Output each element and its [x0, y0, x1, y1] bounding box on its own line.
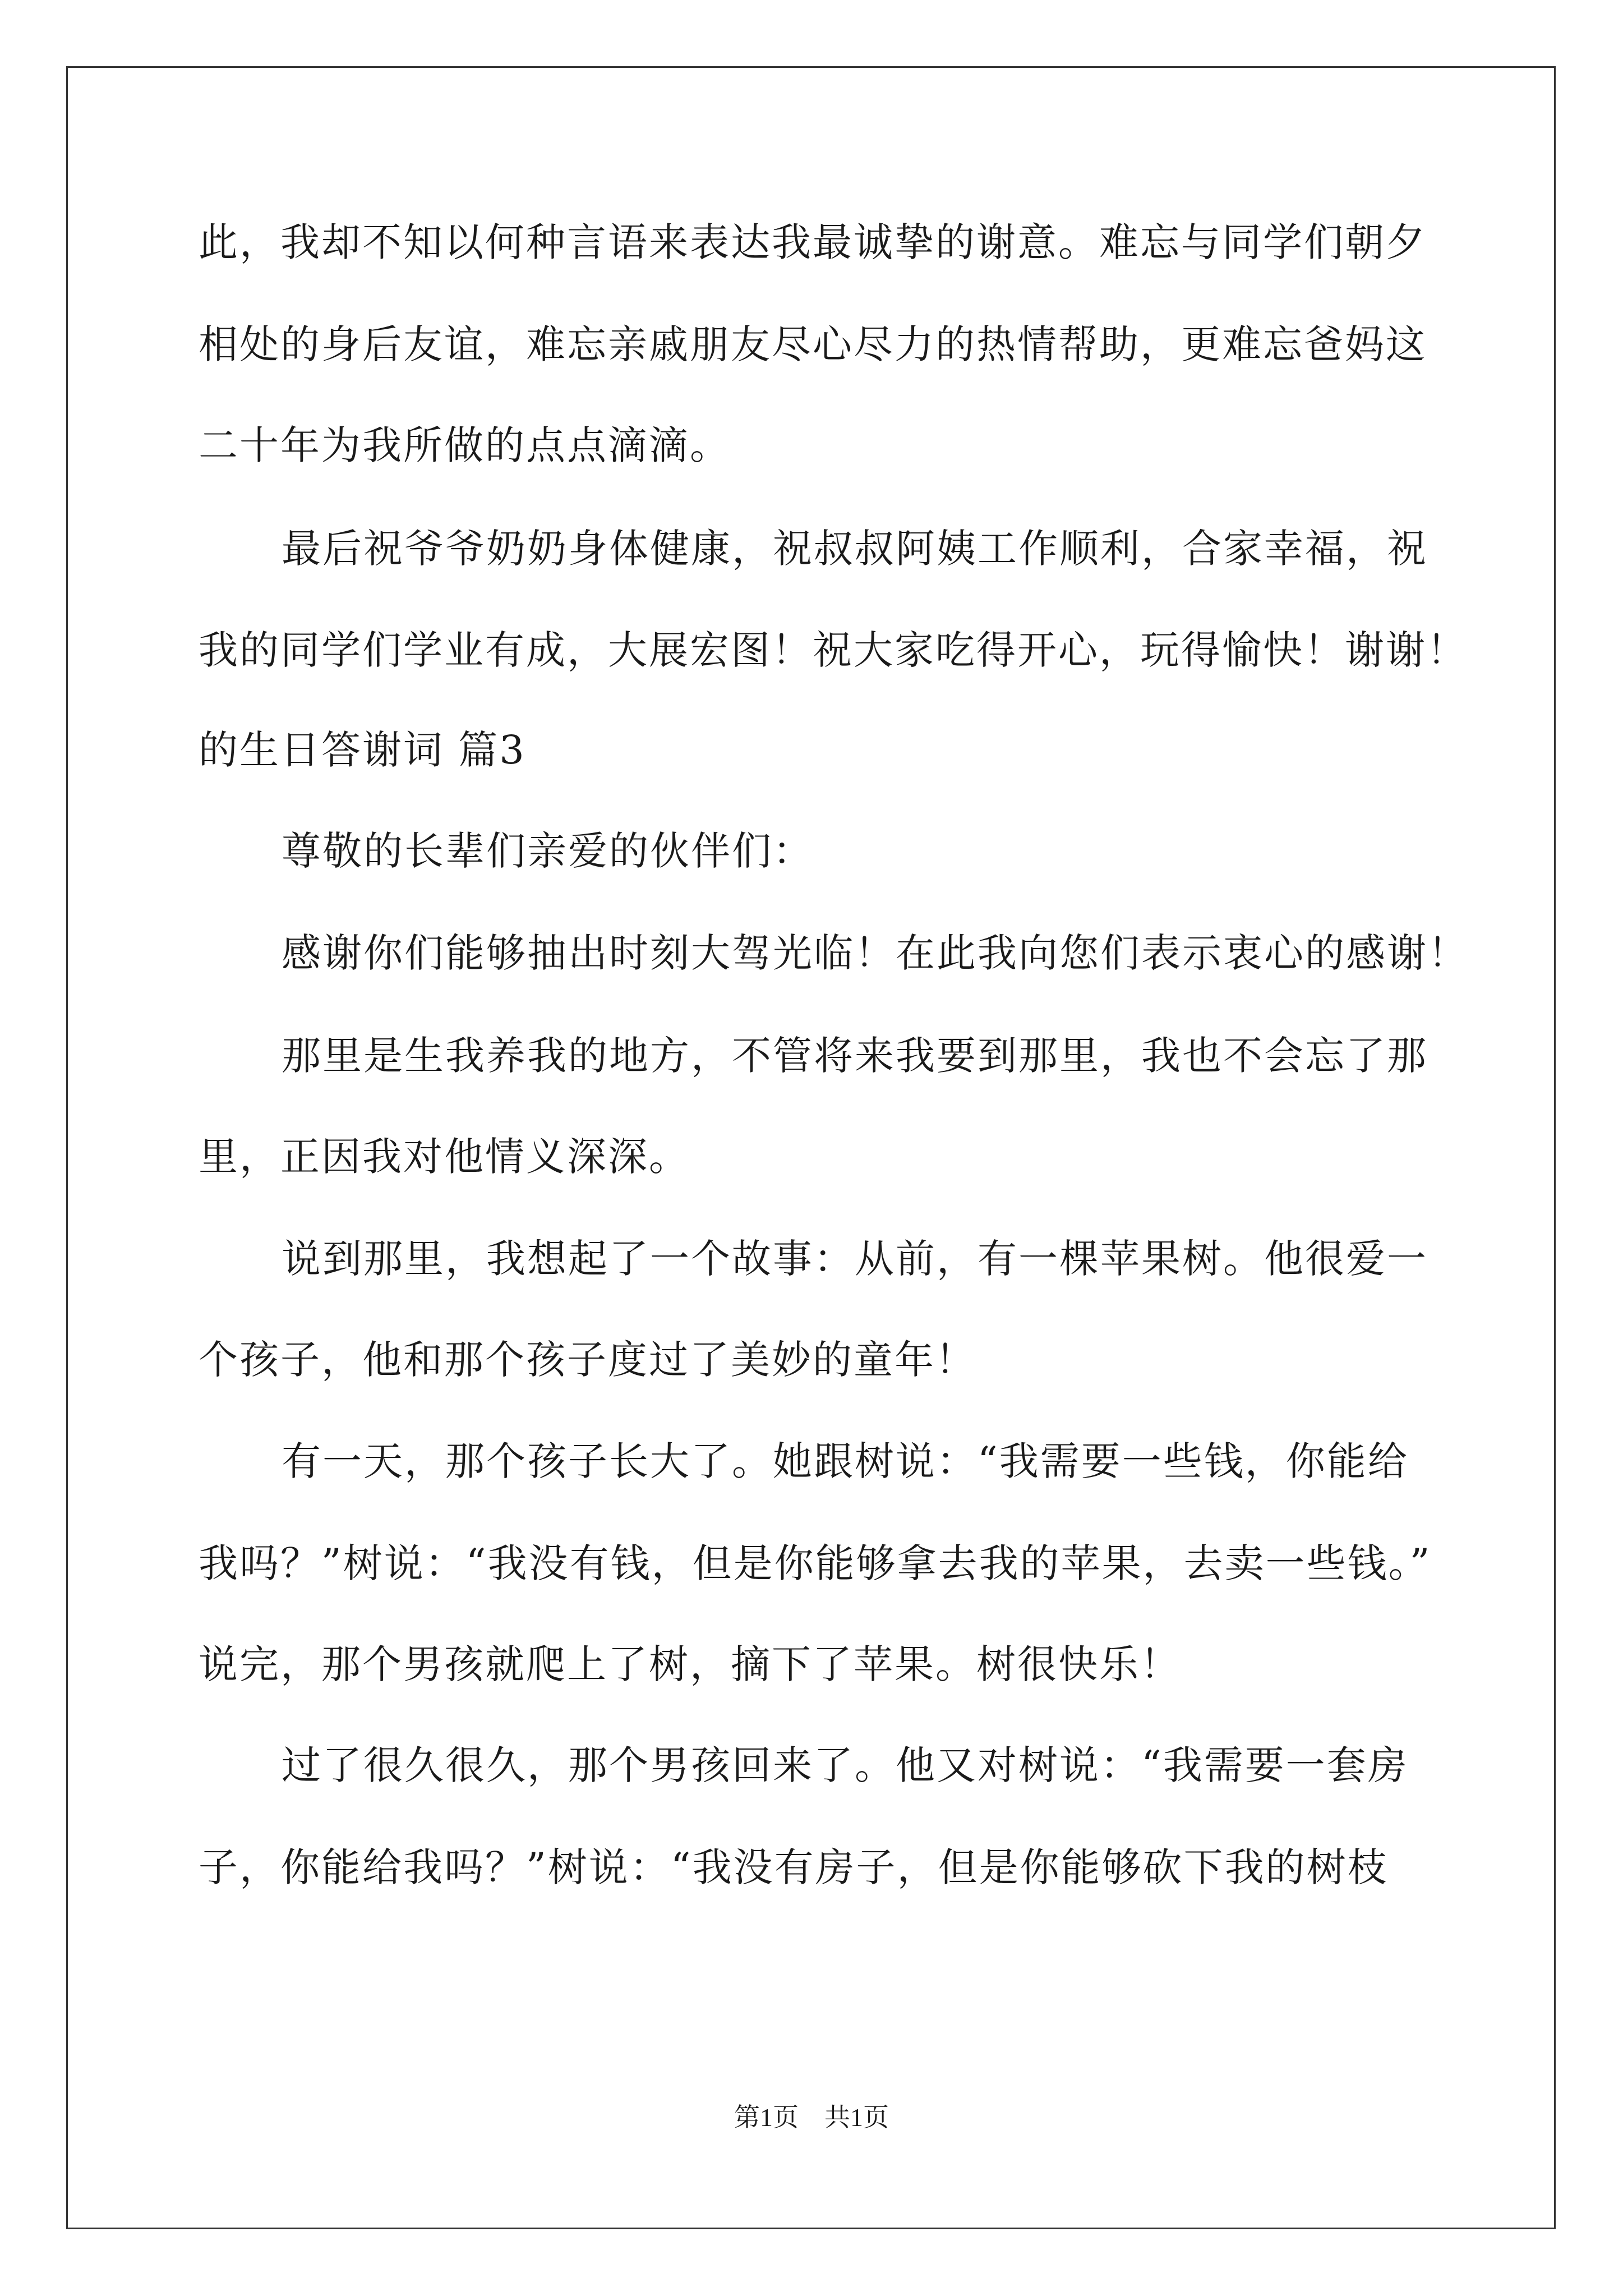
text-line: 里，正因我对他情义深深。 [199, 1134, 690, 1180]
text-line: 我吗？”树说：“我没有钱，但是你能够拿去我的苹果，去卖一些钱。” [199, 1540, 1432, 1586]
text-line: 最后祝爷爷奶奶身体健康，祝叔叔阿姨工作顺利，合家幸福，祝 [282, 526, 1428, 572]
section-heading: 的生日答谢词 篇3 [199, 727, 526, 773]
text-line: 说到那里，我想起了一个故事：从前，有一棵苹果树。他很爱一 [282, 1236, 1428, 1282]
text-line: 我的同学们学业有成，大展宏图！祝大家吃得开心，玩得愉快！谢谢！ [199, 627, 1468, 673]
text-line: 感谢你们能够抽出时刻大驾光临！在此我向您们表示衷心的感谢！ [282, 930, 1469, 976]
text-line: 子，你能给我吗？”树说：“我没有房子，但是你能够砍下我的树枝 [199, 1844, 1389, 1890]
text-line: 二十年为我所做的点点滴滴。 [199, 422, 731, 468]
text-line: 有一天，那个孩子长大了。她跟树说：“我需要一些钱，你能给 [282, 1438, 1409, 1484]
text-line: 过了很久很久，那个男孩回来了。他又对树说：“我需要一套房 [282, 1742, 1409, 1788]
text-line: 此，我却不知以何种言语来表达我最诚挚的谢意。难忘与同学们朝夕 [199, 219, 1427, 265]
page-number: 第1页 共1页 [734, 2103, 889, 2132]
text-line: 相处的身后友谊，难忘亲戚朋友尽心尽力的热情帮助，更难忘爸妈这 [199, 321, 1427, 367]
salutation: 尊敬的长辈们亲爱的伙伴们： [282, 828, 814, 874]
text-line: 说完，那个男孩就爬上了树，摘下了苹果。树很快乐！ [199, 1641, 1181, 1687]
text-line: 个孩子，他和那个孩子度过了美妙的童年！ [199, 1337, 976, 1383]
text-line: 那里是生我养我的地方，不管将来我要到那里，我也不会忘了那 [282, 1033, 1428, 1079]
